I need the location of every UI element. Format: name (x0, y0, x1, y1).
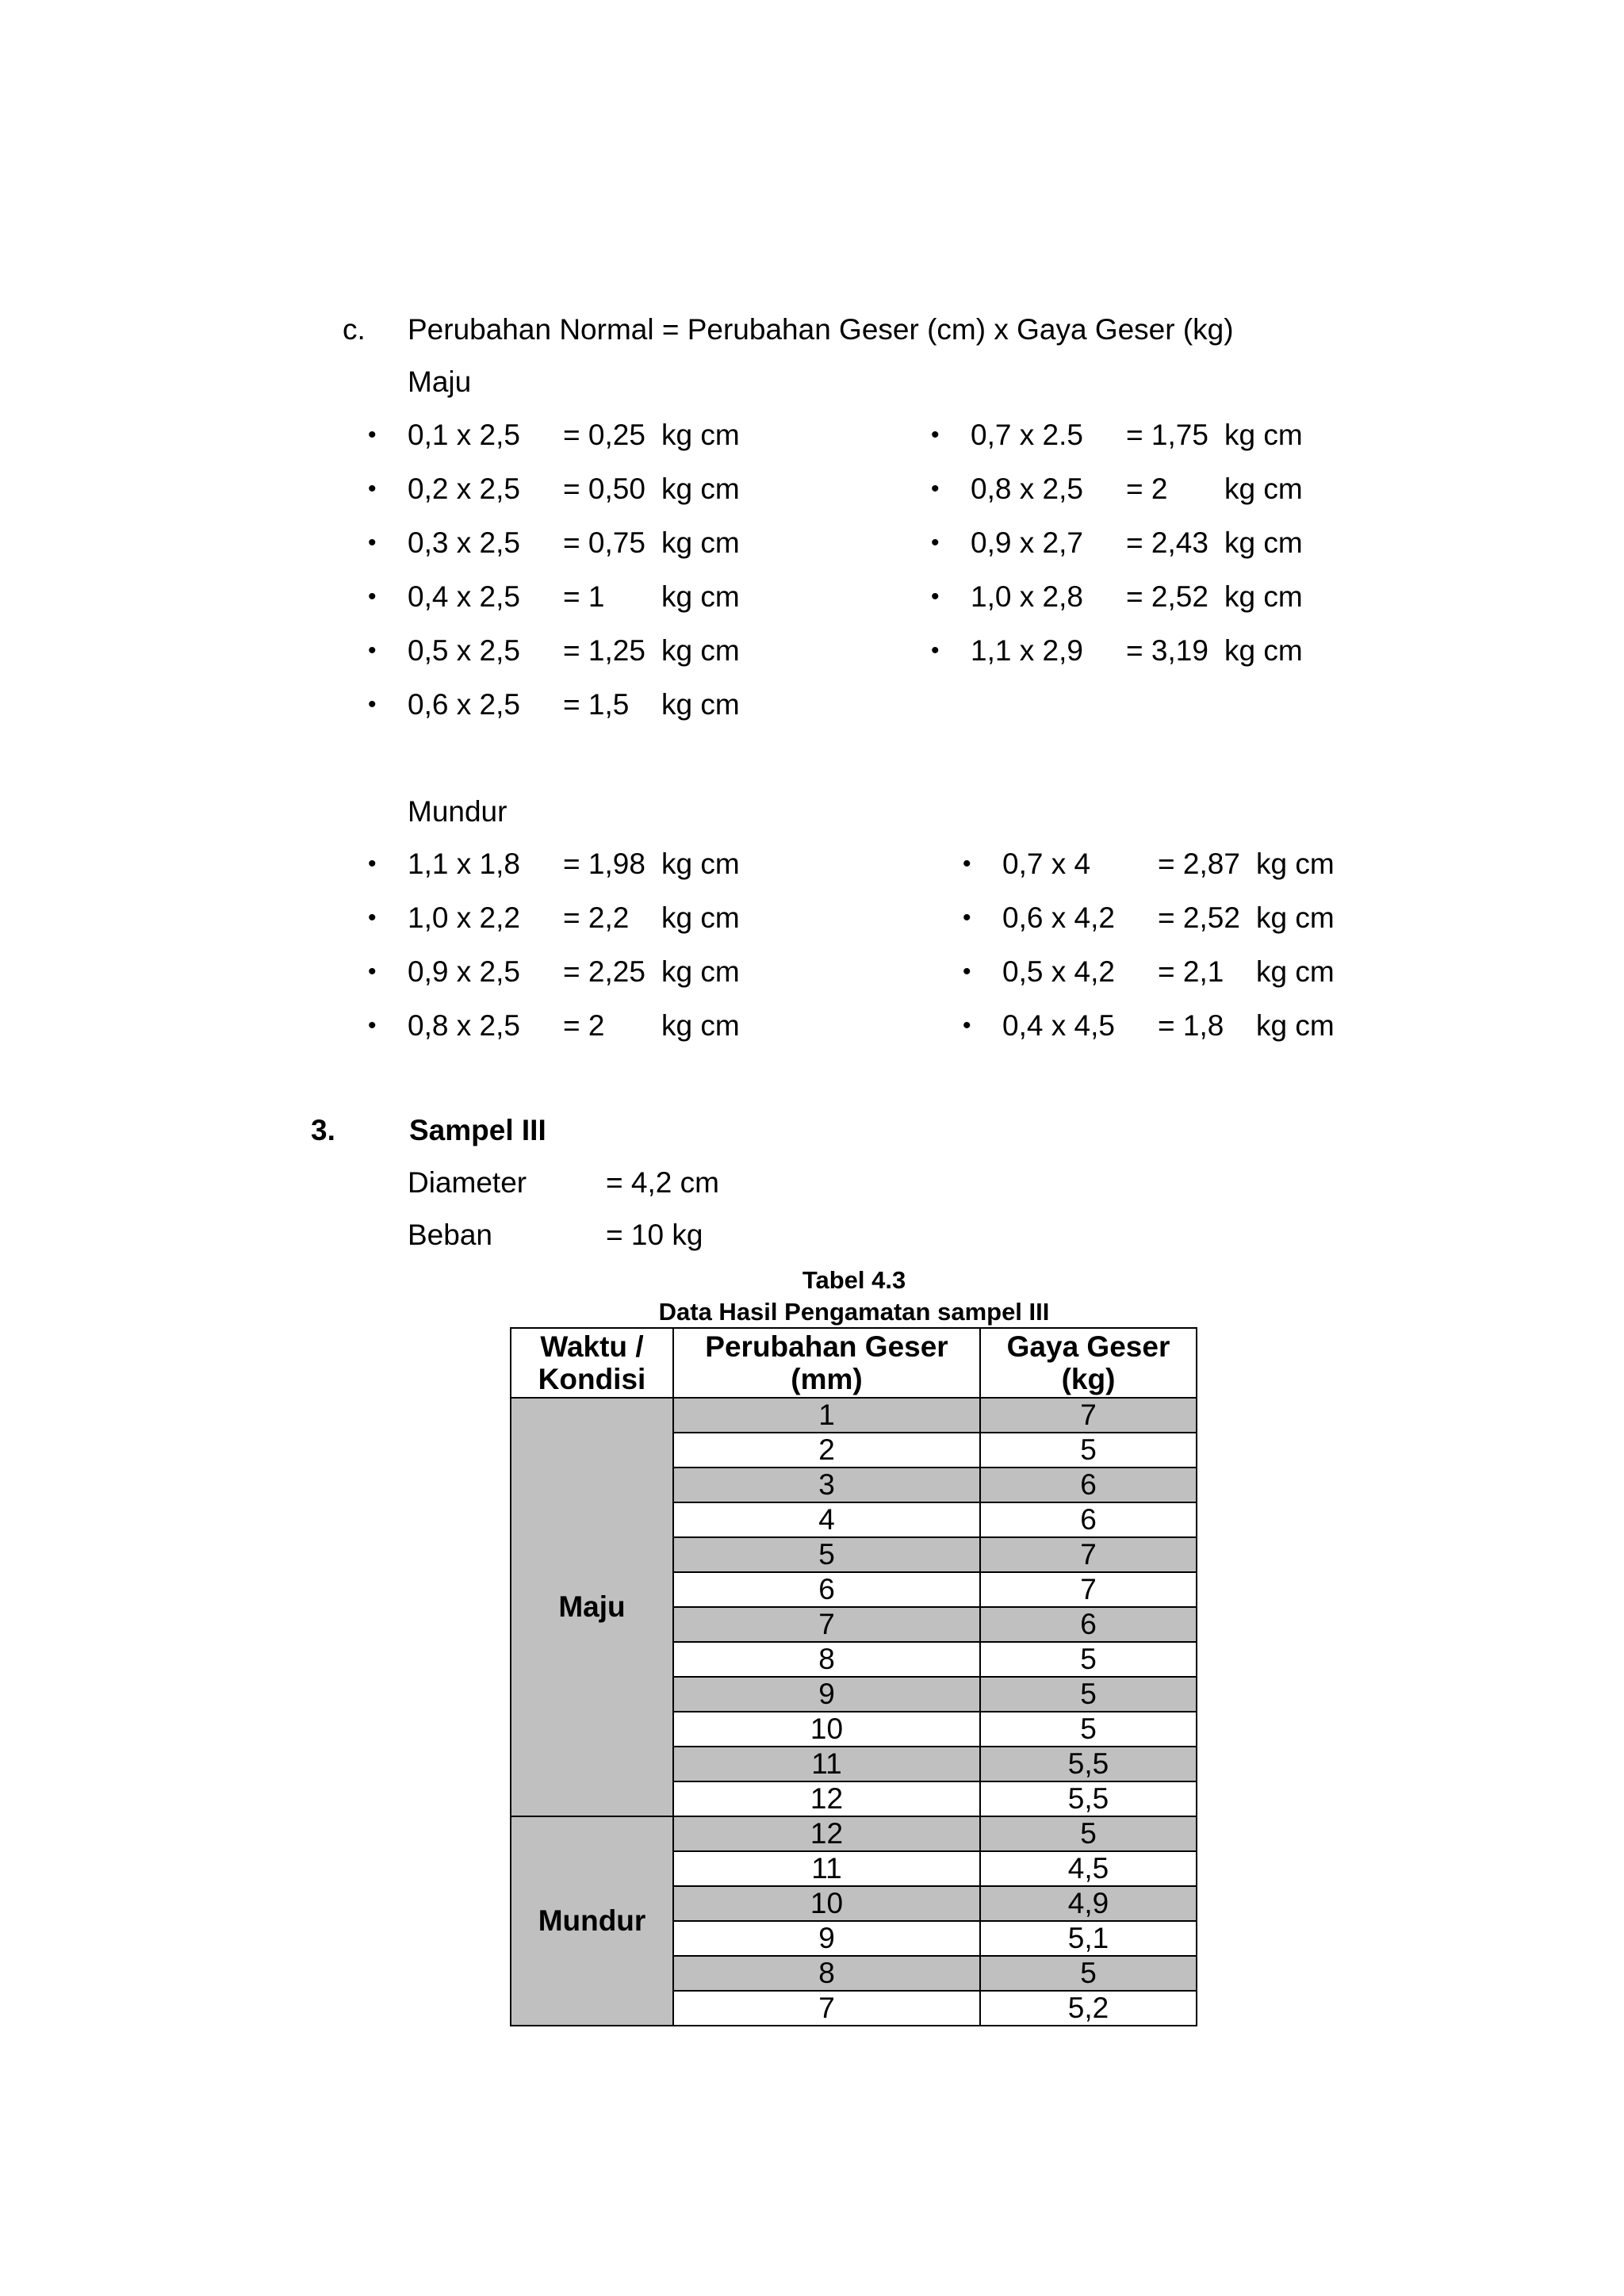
condition-cell: Mundur (511, 1816, 673, 2026)
equation-expression: 0,9 x 2,7 (971, 526, 1083, 559)
equation-expression: 0,9 x 2,5 (408, 955, 520, 988)
diameter-label: Diameter (408, 1166, 527, 1199)
equation-unit: kg cm (661, 473, 740, 505)
equation-unit: kg cm (661, 580, 740, 613)
bullet-icon: • (368, 959, 377, 985)
equation-result: = 0,75 (563, 526, 645, 559)
table-header-row (511, 1328, 1197, 1398)
section-c-label: c. (343, 313, 366, 346)
equation-row (368, 1008, 923, 1043)
gaya-geser-cell: 5 (980, 1642, 1197, 1677)
equation-unit: kg cm (661, 634, 740, 667)
maju-heading: Maju (408, 365, 472, 398)
gaya-geser-cell: 5,2 (980, 1991, 1197, 2026)
equation-row (368, 955, 923, 989)
header-perubahan-geser: Perubahan Geser (mm) (673, 1328, 980, 1398)
perubahan-geser-cell: 8 (673, 1956, 980, 1991)
equation-result: = 1,8 (1158, 1009, 1224, 1042)
equation-unit: kg cm (1256, 955, 1335, 988)
sampel-number: 3. (311, 1114, 335, 1146)
equation-result: = 1,98 (563, 848, 645, 880)
equation-expression: 0,6 x 4,2 (1002, 901, 1115, 934)
equation-unit: kg cm (1256, 848, 1335, 880)
gaya-geser-cell: 5,5 (980, 1781, 1197, 1816)
table-caption-subtitle: Data Hasil Pengamatan sampel III (658, 1298, 1050, 1326)
perubahan-geser-cell: 1 (673, 1398, 980, 1433)
bullet-icon: • (931, 476, 940, 502)
equation-expression: 0,7 x 4 (1002, 848, 1091, 880)
equation-row (963, 847, 1518, 882)
beban-value: = 10 kg (606, 1219, 703, 1251)
bullet-icon: • (931, 422, 940, 448)
perubahan-geser-cell: 9 (673, 1677, 980, 1712)
bullet-icon: • (931, 530, 940, 556)
equation-unit: kg cm (661, 901, 740, 934)
equation-result: = 2,52 (1126, 580, 1208, 613)
equation-result: = 1,25 (563, 634, 645, 667)
equation-result: = 0,50 (563, 473, 645, 505)
equation-result: = 2 (563, 1009, 605, 1042)
equation-row (931, 633, 1486, 668)
gaya-geser-cell: 6 (980, 1607, 1197, 1642)
equation-expression: 0,2 x 2,5 (408, 473, 520, 505)
equation-unit: kg cm (1256, 901, 1335, 934)
equation-expression: 0,4 x 4,5 (1002, 1009, 1115, 1042)
equation-unit: kg cm (1256, 1009, 1335, 1042)
beban-label: Beban (408, 1219, 492, 1251)
equation-result: = 1,5 (563, 688, 630, 721)
gaya-geser-cell: 5 (980, 1816, 1197, 1851)
gaya-geser-cell: 6 (980, 1468, 1197, 1502)
equation-expression: 0,5 x 4,2 (1002, 955, 1115, 988)
gaya-geser-cell: 7 (980, 1398, 1197, 1433)
equation-expression: 0,8 x 2,5 (408, 1009, 520, 1042)
equation-expression: 0,5 x 2,5 (408, 634, 520, 667)
equation-row (368, 847, 923, 882)
gaya-geser-cell: 5 (980, 1956, 1197, 1991)
gaya-geser-cell: 4,9 (980, 1886, 1197, 1921)
equation-expression: 0,7 x 2.5 (971, 419, 1083, 451)
equation-expression: 0,1 x 2,5 (408, 419, 520, 451)
bullet-icon: • (963, 959, 971, 985)
equation-unit: kg cm (1224, 580, 1303, 613)
table-row (511, 1816, 1197, 1851)
equation-unit: kg cm (661, 955, 740, 988)
gaya-geser-cell: 7 (980, 1572, 1197, 1607)
equation-row (368, 472, 923, 507)
perubahan-geser-cell: 5 (673, 1537, 980, 1572)
bullet-icon: • (963, 851, 971, 877)
perubahan-geser-cell: 8 (673, 1642, 980, 1677)
perubahan-geser-cell: 10 (673, 1712, 980, 1747)
equation-unit: kg cm (661, 419, 740, 451)
equation-unit: kg cm (1224, 526, 1303, 559)
bullet-icon: • (368, 851, 377, 877)
bullet-icon: • (931, 584, 940, 610)
equation-unit: kg cm (661, 848, 740, 880)
equation-result: = 3,19 (1126, 634, 1208, 667)
gaya-geser-cell: 6 (980, 1502, 1197, 1537)
bullet-icon: • (368, 905, 377, 931)
mundur-heading: Mundur (408, 795, 508, 828)
equation-result: = 2,52 (1158, 901, 1240, 934)
gaya-geser-cell: 7 (980, 1537, 1197, 1572)
equation-result: = 2,1 (1158, 955, 1224, 988)
perubahan-geser-cell: 7 (673, 1607, 980, 1642)
gaya-geser-cell: 5,1 (980, 1921, 1197, 1956)
bullet-icon: • (368, 422, 377, 448)
data-table (510, 1327, 1197, 2026)
perubahan-geser-cell: 11 (673, 1851, 980, 1886)
equation-unit: kg cm (1224, 473, 1303, 505)
perubahan-geser-cell: 7 (673, 1991, 980, 2026)
equation-unit: kg cm (661, 688, 740, 721)
header-gaya-geser: Gaya Geser (kg) (980, 1328, 1197, 1398)
equation-result: = 1,75 (1126, 419, 1208, 451)
equation-row (368, 580, 923, 614)
table-caption-title: Tabel 4.3 (802, 1266, 906, 1294)
equation-result: = 0,25 (563, 419, 645, 451)
bullet-icon: • (368, 691, 377, 718)
perubahan-geser-cell: 4 (673, 1502, 980, 1537)
perubahan-geser-cell: 12 (673, 1816, 980, 1851)
perubahan-geser-cell: 9 (673, 1921, 980, 1956)
condition-cell: Maju (511, 1398, 673, 1816)
equation-result: = 2,43 (1126, 526, 1208, 559)
equation-row (368, 633, 923, 668)
bullet-icon: • (368, 1012, 377, 1039)
gaya-geser-cell: 4,5 (980, 1851, 1197, 1886)
equation-expression: 1,1 x 2,9 (971, 634, 1083, 667)
equation-result: = 2,25 (563, 955, 645, 988)
equation-expression: 1,0 x 2,2 (408, 901, 520, 934)
equation-unit: kg cm (661, 526, 740, 559)
equation-row (963, 955, 1518, 989)
equation-expression: 1,0 x 2,8 (971, 580, 1083, 613)
perubahan-geser-cell: 2 (673, 1433, 980, 1468)
header-waktu-kondisi: Waktu / Kondisi (511, 1328, 673, 1398)
equation-result: = 2,2 (563, 901, 630, 934)
equation-unit: kg cm (661, 1009, 740, 1042)
equation-result: = 2 (1126, 473, 1168, 505)
equation-row (931, 580, 1486, 614)
equation-row (963, 1008, 1518, 1043)
equation-row (368, 687, 923, 722)
equation-row (931, 472, 1486, 507)
equation-unit: kg cm (1224, 419, 1303, 451)
equation-expression: 1,1 x 1,8 (408, 848, 520, 880)
perubahan-geser-cell: 3 (673, 1468, 980, 1502)
perubahan-geser-cell: 6 (673, 1572, 980, 1607)
equation-result: = 2,87 (1158, 848, 1240, 880)
bullet-icon: • (368, 584, 377, 610)
equation-row (931, 418, 1486, 453)
gaya-geser-cell: 5 (980, 1677, 1197, 1712)
table-row (511, 1398, 1197, 1433)
equation-row (368, 901, 923, 936)
equation-unit: kg cm (1224, 634, 1303, 667)
section-c-formula: Perubahan Normal = Perubahan Geser (cm) x Gaya Geser (kg) (408, 313, 1234, 346)
equation-expression: 0,4 x 2,5 (408, 580, 520, 613)
equation-row (368, 526, 923, 561)
bullet-icon: • (368, 530, 377, 556)
equation-result: = 1 (563, 580, 605, 613)
bullet-icon: • (368, 476, 377, 502)
gaya-geser-cell: 5 (980, 1712, 1197, 1747)
perubahan-geser-cell: 11 (673, 1747, 980, 1781)
bullet-icon: • (368, 637, 377, 664)
gaya-geser-cell: 5,5 (980, 1747, 1197, 1781)
diameter-value: = 4,2 cm (606, 1166, 719, 1199)
equation-expression: 0,6 x 2,5 (408, 688, 520, 721)
equation-row (931, 526, 1486, 561)
bullet-icon: • (963, 905, 971, 931)
equation-row (368, 418, 923, 453)
bullet-icon: • (963, 1012, 971, 1039)
equation-row (963, 901, 1518, 936)
perubahan-geser-cell: 12 (673, 1781, 980, 1816)
perubahan-geser-cell: 10 (673, 1886, 980, 1921)
equation-expression: 0,8 x 2,5 (971, 473, 1083, 505)
bullet-icon: • (931, 637, 940, 664)
gaya-geser-cell: 5 (980, 1433, 1197, 1468)
sampel-title: Sampel III (409, 1114, 546, 1146)
equation-expression: 0,3 x 2,5 (408, 526, 520, 559)
